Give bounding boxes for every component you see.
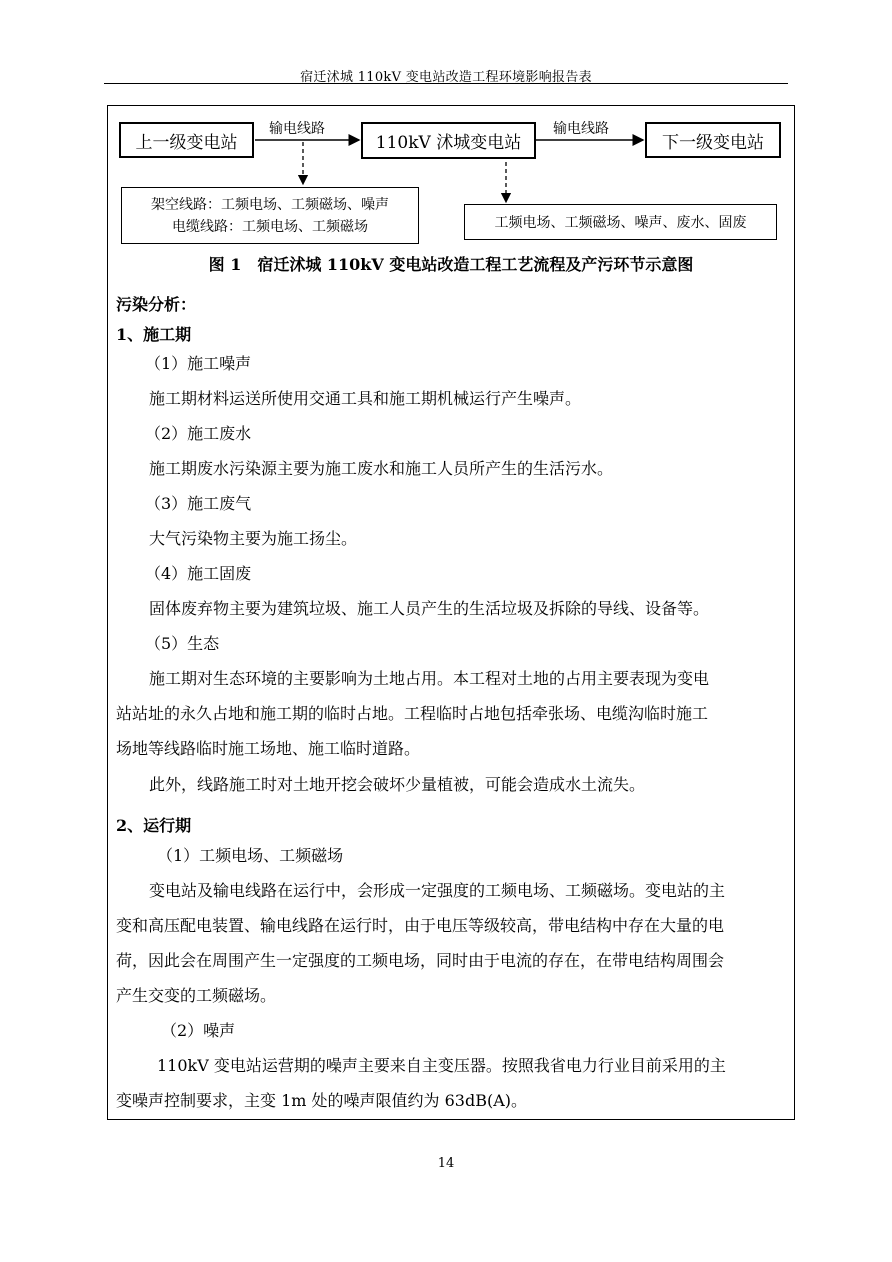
construction-solid-text: 固体废弃物主要为建筑垃圾、施工人员产生的生活垃圾及拆除的导线、设备等。 xyxy=(149,599,710,618)
operation-emf-line-3: 荷，因此会在周围产生一定强度的工频电场，同时由于电流的存在，在带电结构周围会 xyxy=(116,951,725,970)
operation-noise-line-1: 110kV 变电站运营期的噪声主要来自主变压器。按照我省电力行业目前采用的主 xyxy=(157,1056,726,1075)
operation-heading: 2、运行期 xyxy=(116,816,192,835)
node-upper-substation: 上一级变电站 xyxy=(119,122,254,158)
construction-eco-line-2: 站站址的永久占地和施工期的临时占地。工程临时占地包括牵张场、电缆沟临时施工 xyxy=(116,704,709,723)
construction-gas-text: 大气污染物主要为施工扬尘。 xyxy=(149,529,358,548)
content-frame xyxy=(107,105,795,1120)
node-center-substation: 110kV 沭城变电站 xyxy=(361,122,536,159)
header-divider xyxy=(104,83,788,84)
node-lower-substation: 下一级变电站 xyxy=(645,122,781,158)
construction-water-title: （2）施工废水 xyxy=(145,424,252,443)
operation-noise-line-2: 变噪声控制要求，主变 1m 处的噪声限值约为 63dB(A)。 xyxy=(116,1091,528,1110)
construction-noise-title: （1）施工噪声 xyxy=(145,354,252,373)
station-impacts-box: 工频电场、工频磁场、噪声、废水、固废 xyxy=(464,204,777,240)
construction-noise-text: 施工期材料运送所使用交通工具和施工期机械运行产生噪声。 xyxy=(149,389,582,408)
operation-emf-title: （1）工频电场、工频磁场 xyxy=(157,846,344,865)
construction-eco-line-1: 施工期对生态环境的主要影响为土地占用。本工程对土地的占用主要表现为变电 xyxy=(149,669,710,688)
construction-eco-extra: 此外，线路施工时对土地开挖会破坏少量植被，可能会造成水土流失。 xyxy=(149,775,646,794)
page-number: 14 xyxy=(437,1156,455,1171)
construction-eco-line-3: 场地等线路临时施工场地、施工临时道路。 xyxy=(116,739,421,758)
edge-label-left: 输电线路 xyxy=(269,121,325,137)
construction-eco-title: （5）生态 xyxy=(145,634,220,653)
figure-caption: 图 1 宿迁沭城 110kV 变电站改造工程工艺流程及产污环节示意图 xyxy=(208,255,694,274)
operation-emf-line-1: 变电站及输电线路在运行中，会形成一定强度的工频电场、工频磁场。变电站的主 xyxy=(149,881,726,900)
operation-noise-title: （2）噪声 xyxy=(161,1021,236,1040)
construction-water-text: 施工期废水污染源主要为施工废水和施工人员所产生的生活污水。 xyxy=(149,459,614,478)
cable-line-impacts: 电缆线路：工频电场、工频磁场 xyxy=(172,218,368,235)
line-impacts-box xyxy=(121,187,419,244)
construction-heading: 1、施工期 xyxy=(116,325,192,344)
section-title: 污染分析： xyxy=(116,295,197,314)
construction-solid-title: （4）施工固废 xyxy=(145,564,252,583)
edge-label-right: 输电线路 xyxy=(553,121,609,137)
operation-emf-line-4: 产生交变的工频磁场。 xyxy=(116,986,277,1005)
operation-emf-line-2: 变和高压配电装置、输电线路在运行时，由于电压等级较高，带电结构中存在大量的电 xyxy=(116,916,725,935)
construction-gas-title: （3）施工废气 xyxy=(145,494,252,513)
report-header-title: 宿迁沭城 110kV 变电站改造工程环境影响报告表 xyxy=(300,70,592,85)
overhead-line-impacts: 架空线路：工频电场、工频磁场、噪声 xyxy=(151,196,389,213)
